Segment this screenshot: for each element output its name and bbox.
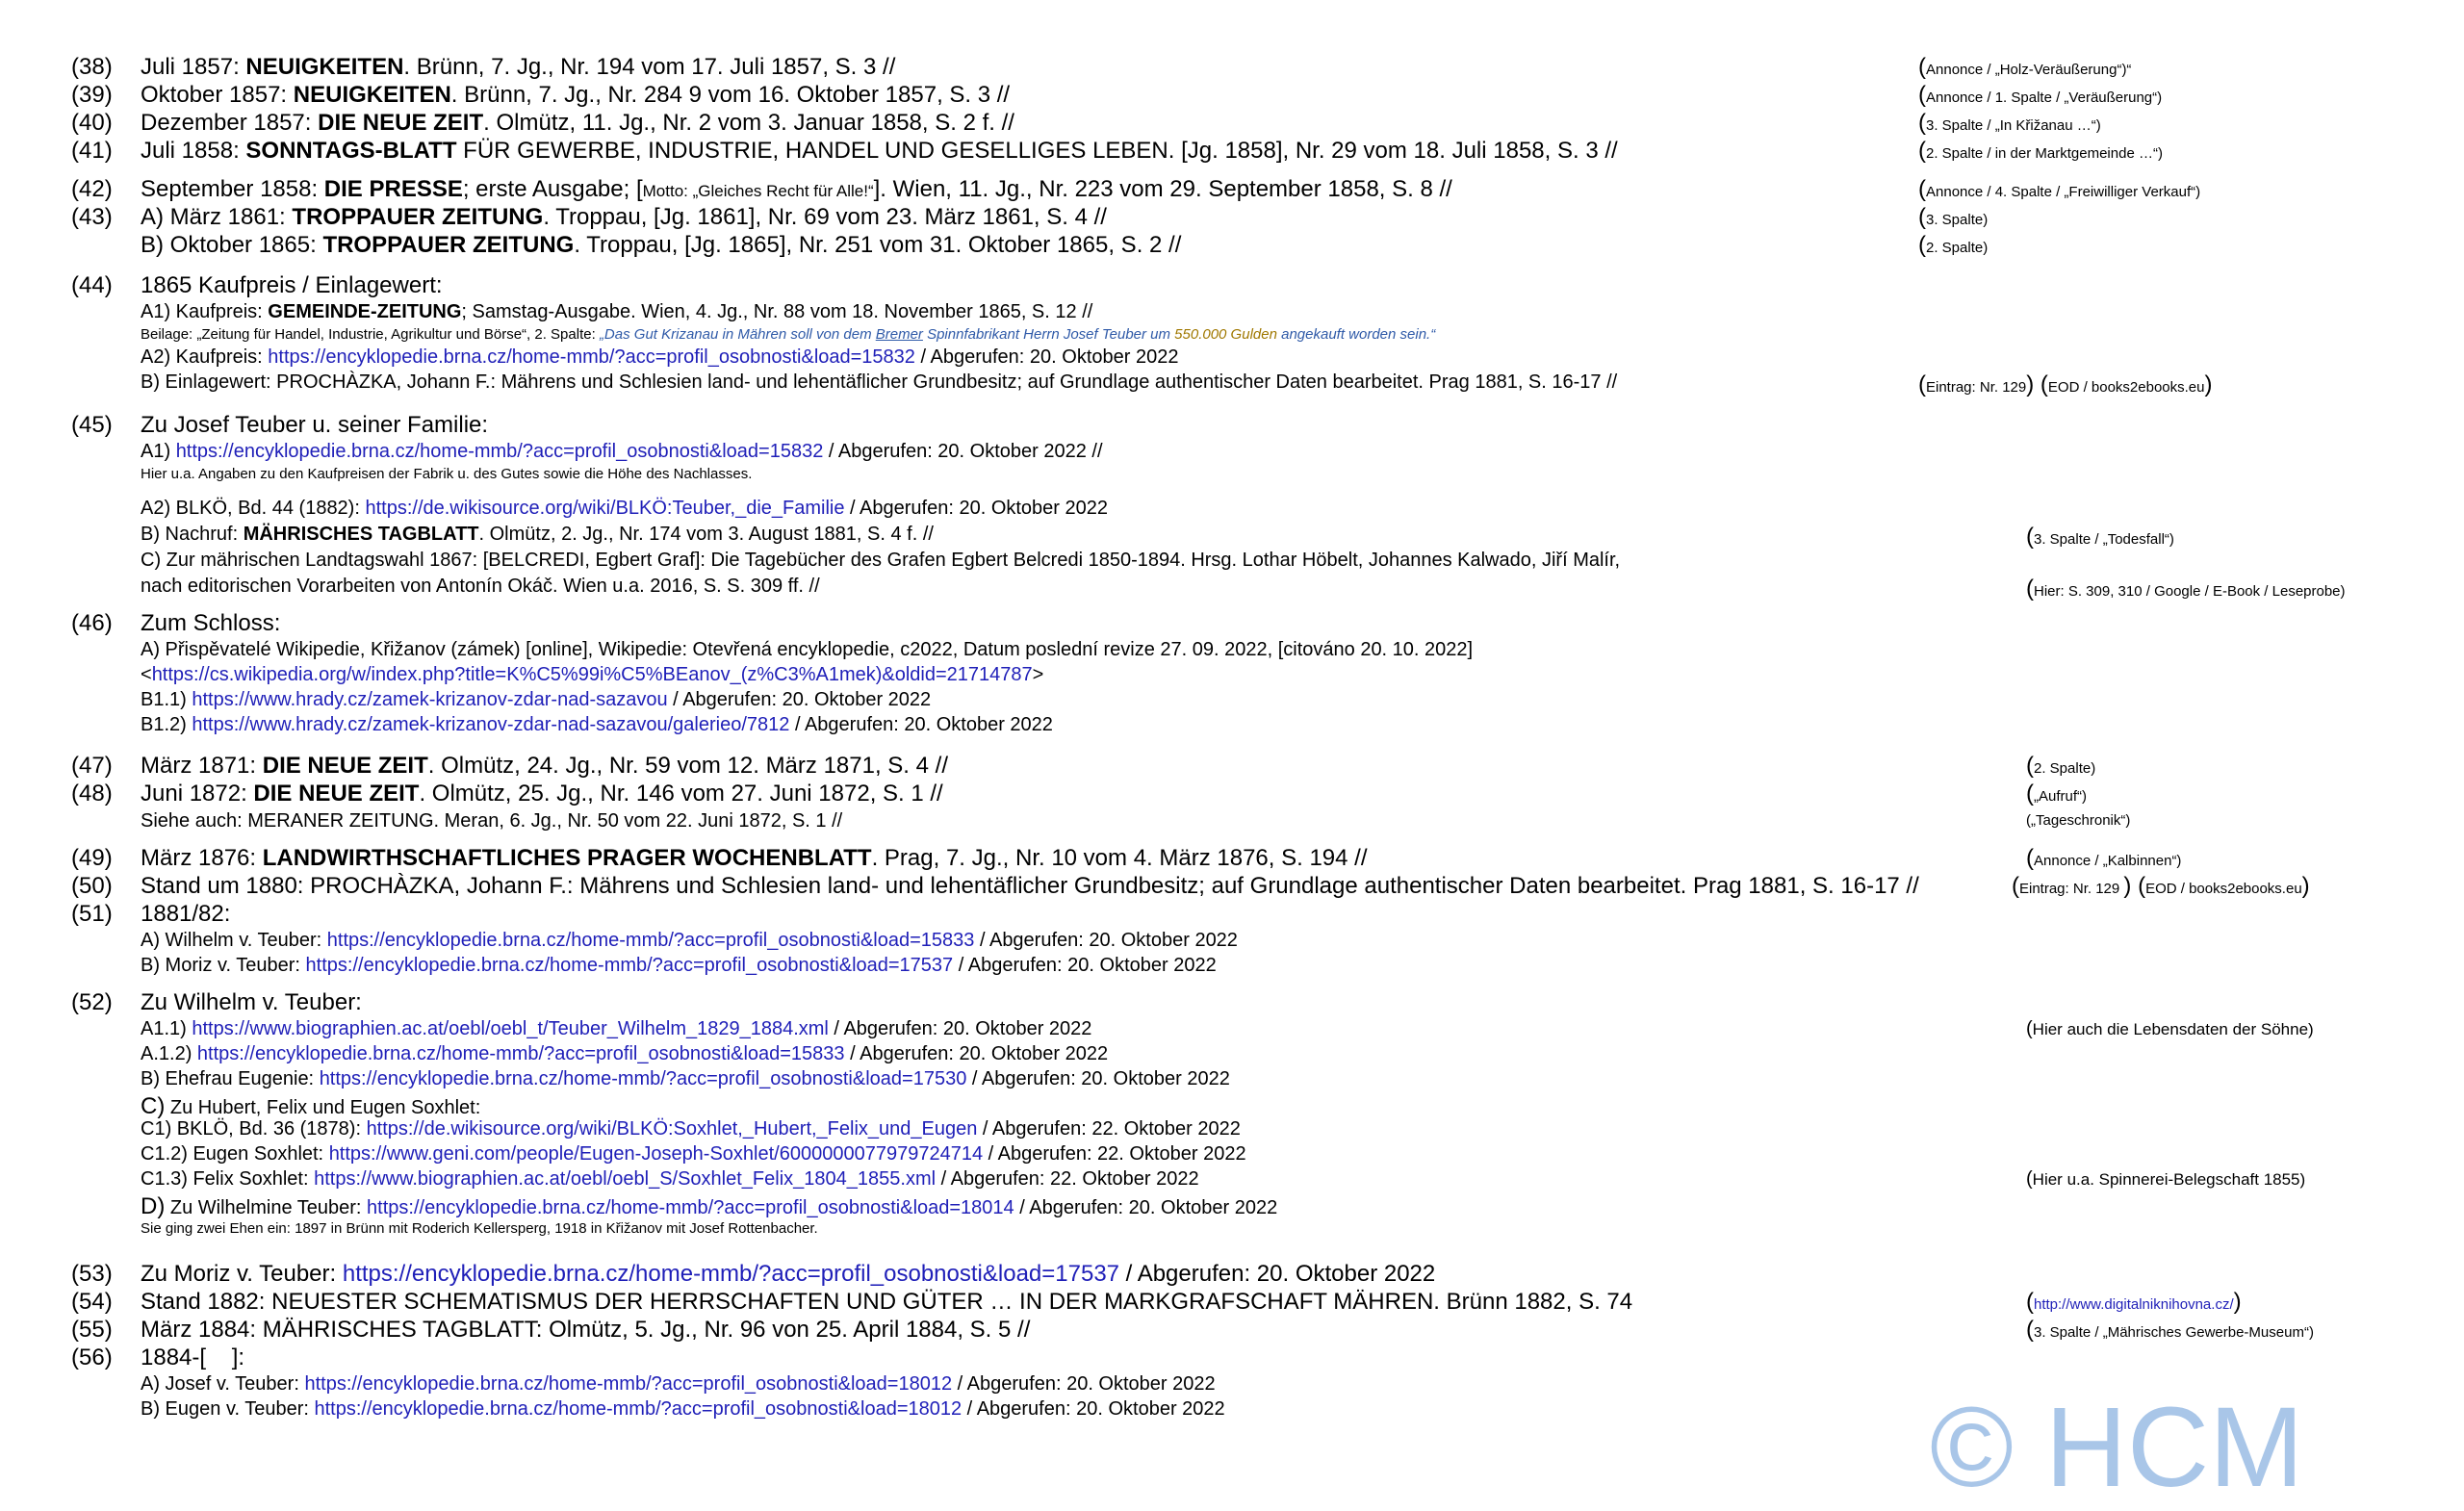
link[interactable]: https://encyklopedie.brna.cz/home-mmb/?acc=profil_osobnosti&load=18014 — [367, 1197, 1014, 1218]
entry-53: Zu Moriz v. Teuber: https://encyklopedie.brna.cz/home-mmb/?acc=profil_osobnosti&load=17537 / Abgerufen: 20. Oktober 2022 — [141, 1261, 1436, 1287]
entry-46-title: Zum Schloss: — [141, 610, 281, 636]
entry-46-a1: A) Přispěvatelé Wikipedie, Křižanov (zámek) [online], Wikipedie: Otevřená encyklopedie, c2022, Datum poslední revize 27. 09. 2022, [citováno 20. 10. 2022] — [141, 639, 1474, 660]
entry-39: Oktober 1857: NEUIGKEITEN. Brünn, 7. Jg., Nr. 284 9 vom 16. Oktober 1857, S. 3 // — [141, 82, 1011, 108]
entry-56-title: 1884-[ ]: — [141, 1345, 245, 1370]
entry-50: Stand um 1880: PROCHÀZKA, Johann F.: Mährens und Schlesien land- und lehentäflicher Grundbesitz; auf Grundlage authentischer Daten bearbeitet. Prag 1881, S. 16-17 // — [141, 873, 1919, 899]
note-49: (Annonce / „Kalbinnen“) — [2026, 845, 2182, 871]
entry-52-l6: C1.2) Eugen Soxhlet: https://www.geni.com/people/Eugen-Joseph-Soxhlet/6000000077979724714 / Abgerufen: 22. Oktober 2022 — [141, 1143, 1246, 1165]
entry-52-title: Zu Wilhelm v. Teuber: — [141, 989, 362, 1015]
entry-52-l7: C1.3) Felix Soxhlet: https://www.biographien.ac.at/oebl/oebl_S/Soxhlet_Felix_1804_1855.xml / Abgerufen: 22. Oktober 2022 — [141, 1168, 1199, 1190]
link[interactable]: https://www.hrady.cz/zamek-krizanov-zdar-nad-sazavou — [192, 689, 668, 710]
entry-41: Juli 1858: SONNTAGS-BLATT FÜR GEWERBE, INDUSTRIE, HANDEL UND GESELLIGES LEBEN. [Jg. 1858], Nr. 29 vom 18. Juli 1858, S. 3 // — [141, 138, 1618, 164]
entry-48-siehe: Siehe auch: MERANER ZEITUNG. Meran, 6. Jg., Nr. 50 vom 22. Juni 1872, S. 1 // — [141, 810, 843, 832]
entry-46-b2: B1.2) https://www.hrady.cz/zamek-krizanov-zdar-nad-sazavou/galerieo/7812 / Abgerufen: 20. Oktober 2022 — [141, 714, 1053, 735]
link[interactable]: https://encyklopedie.brna.cz/home-mmb/?acc=profil_osobnosti&load=15833 — [326, 930, 975, 951]
entry-number: (42) — [71, 176, 113, 202]
entry-56-b: B) Eugen v. Teuber: https://encyklopedie.brna.cz/home-mmb/?acc=profil_osobnosti&load=18012 / Abgerufen: 20. Oktober 2022 — [141, 1398, 1225, 1420]
entry-45-c1: C) Zur mährischen Landtagswahl 1867: [BELCREDI, Egbert Graf]: Die Tagebücher des Grafen Egbert Belcredi 1850-1894. Hrsg. Lothar Höbelt, Johannes Kalwado, Jiří Malír, — [141, 550, 1621, 571]
entry-45-c2: nach editorischen Vorarbeiten von Antonín Okáč. Wien u.a. 2016, S. S. 309 ff. // — [141, 576, 820, 597]
entry-52-l2: A.1.2) https://encyklopedie.brna.cz/home-mmb/?acc=profil_osobnosti&load=15833 / Abgerufen: 20. Oktober 2022 — [141, 1043, 1109, 1064]
entry-number: (44) — [71, 272, 113, 298]
entry-number: (47) — [71, 753, 113, 779]
note-39: (Annonce / 1. Spalte / „Veräußerung“) — [1918, 82, 2163, 108]
entry-49: März 1876: LANDWIRTHSCHAFTLICHES PRAGER WOCHENBLATT. Prag, 7. Jg., Nr. 10 vom 4. März 1876, S. 194 // — [141, 845, 1368, 871]
link[interactable]: https://encyklopedie.brna.cz/home-mmb/?acc=profil_osobnosti&load=15832 — [268, 346, 915, 368]
link[interactable]: https://de.wikisource.org/wiki/BLKÖ:Teuber,_die_Familie — [365, 498, 845, 519]
entry-number: (46) — [71, 610, 113, 636]
entry-45-hier: Hier u.a. Angaben zu den Kaufpreisen der Fabrik u. des Gutes sowie die Höhe des Nachlasses. — [141, 466, 753, 482]
entry-number: (45) — [71, 412, 113, 438]
note-47: (2. Spalte) — [2026, 753, 2096, 779]
note-48: („Aufruf“) — [2026, 781, 2088, 807]
entry-56-a: A) Josef v. Teuber: https://encyklopedie.brna.cz/home-mmb/?acc=profil_osobnosti&load=18012 / Abgerufen: 20. Oktober 2022 — [141, 1373, 1216, 1395]
note-41: (2. Spalte / in der Marktgemeinde …“) — [1918, 138, 2163, 164]
entry-number: (39) — [71, 82, 113, 108]
link[interactable]: https://encyklopedie.brna.cz/home-mmb/?acc=profil_osobnosti&load=15832 — [175, 441, 824, 462]
entry-43b: B) Oktober 1865: TROPPAUER ZEITUNG. Troppau, [Jg. 1865], Nr. 251 vom 31. Oktober 1865, S. 2 // — [141, 232, 1182, 258]
entry-number: (41) — [71, 138, 113, 164]
link[interactable]: http://www.digitalniknihovna.cz/ — [2034, 1296, 2234, 1313]
note-55: (3. Spalte / „Mährisches Gewerbe-Museum“) — [2026, 1317, 2314, 1343]
note-50: (Eintrag: Nr. 129 ) (EOD / books2ebooks.eu) — [2012, 873, 2310, 899]
link[interactable]: https://www.biographien.ac.at/oebl/oebl_S/Soxhlet_Felix_1804_1855.xml — [314, 1168, 937, 1190]
entry-number: (55) — [71, 1317, 113, 1343]
link[interactable]: https://de.wikisource.org/wiki/BLKÖ:Soxhlet,_Hubert,_Felix_und_Eugen — [366, 1118, 978, 1140]
entry-51-a: A) Wilhelm v. Teuber: https://encyklopedie.brna.cz/home-mmb/?acc=profil_osobnosti&load=15833 / Abgerufen: 20. Oktober 2022 — [141, 930, 1238, 951]
note-48b: („Tageschronik“) — [2026, 812, 2131, 829]
entry-52-l1: A1.1) https://www.biographien.ac.at/oebl/oebl_t/Teuber_Wilhelm_1829_1884.xml / Abgerufen: 20. Oktober 2022 — [141, 1018, 1092, 1039]
link[interactable]: https://encyklopedie.brna.cz/home-mmb/?acc=profil_osobnosti&load=17537 — [342, 1261, 1120, 1287]
note-38: (Annonce / „Holz-Veräußerung“)“ — [1918, 54, 2132, 80]
link[interactable]: https://www.biographien.ac.at/oebl/oebl_t/Teuber_Wilhelm_1829_1884.xml — [192, 1018, 829, 1039]
entry-number: (54) — [71, 1289, 113, 1315]
entry-44-b: B) Einlagewert: PROCHÀZKA, Johann F.: Mährens und Schlesien land- und lehentäflicher Grundbesitz; auf Grundlage authentischer Daten bearbeitet. Prag 1881, S. 16-17 // — [141, 371, 1618, 393]
entry-number: (40) — [71, 110, 113, 136]
entry-55: März 1884: MÄHRISCHES TAGBLATT: Olmütz, 5. Jg., Nr. 96 von 25. April 1884, S. 5 // — [141, 1317, 1031, 1343]
entry-number: (56) — [71, 1345, 113, 1370]
entry-44-title: 1865 Kaufpreis / Einlagewert: — [141, 272, 443, 298]
entry-52-l4: C) Zu Hubert, Felix und Eugen Soxhlet: — [141, 1093, 481, 1119]
entry-43a: A) März 1861: TROPPAUER ZEITUNG. Troppau, [Jg. 1861], Nr. 69 vom 23. März 1861, S. 4 // — [141, 204, 1107, 230]
entry-45-a2: A2) BLKÖ, Bd. 44 (1882): https://de.wikisource.org/wiki/BLKÖ:Teuber,_die_Familie / Abgerufen: 20. Oktober 2022 — [141, 498, 1109, 519]
note-45b: (3. Spalte / „Todesfall“) — [2026, 524, 2174, 550]
note-43b: (2. Spalte) — [1918, 232, 1989, 258]
entry-52-l8: D) Zu Wilhelmine Teuber: https://encyklopedie.brna.cz/home-mmb/?acc=profil_osobnosti&load=18014 / Abgerufen: 20. Oktober 2022 — [141, 1193, 1278, 1219]
note-52b: (Hier u.a. Spinnerei-Belegschaft 1855) — [2026, 1168, 2306, 1190]
note-52a: (Hier auch die Lebensdaten der Söhne) — [2026, 1018, 2314, 1039]
entry-46-a2: <https://cs.wikipedia.org/w/index.php?title=K%C5%99i%C5%BEanov_(z%C3%A1mek)&oldid=21714787> — [141, 664, 1044, 685]
entry-51-title: 1881/82: — [141, 901, 231, 927]
entry-number: (43) — [71, 204, 113, 230]
entry-40: Dezember 1857: DIE NEUE ZEIT. Olmütz, 11. Jg., Nr. 2 vom 3. Januar 1858, S. 2 f. // — [141, 110, 1014, 136]
entry-48: Juni 1872: DIE NEUE ZEIT. Olmütz, 25. Jg., Nr. 146 vom 27. Juni 1872, S. 1 // — [141, 781, 943, 807]
link[interactable]: https://encyklopedie.brna.cz/home-mmb/?acc=profil_osobnosti&load=17530 — [319, 1068, 967, 1089]
link[interactable]: https://encyklopedie.brna.cz/home-mmb/?acc=profil_osobnosti&load=18012 — [314, 1398, 962, 1420]
link[interactable]: https://www.geni.com/people/Eugen-Joseph-Soxhlet/6000000077979724714 — [328, 1143, 984, 1165]
entry-45-a1: A1) https://encyklopedie.brna.cz/home-mmb/?acc=profil_osobnosti&load=15832 / Abgerufen: 20. Oktober 2022 // — [141, 441, 1103, 462]
entry-number: (52) — [71, 989, 113, 1015]
link[interactable]: https://cs.wikipedia.org/w/index.php?title=K%C5%99i%C5%BEanov_(z%C3%A1mek)&oldid=21714787 — [151, 664, 1033, 685]
note-42: (Annonce / 4. Spalte / „Freiwilliger Verkauf“) — [1918, 176, 2201, 202]
entry-45-b: B) Nachruf: MÄHRISCHES TAGBLATT. Olmütz, 2. Jg., Nr. 174 vom 3. August 1881, S. 4 f. // — [141, 524, 934, 545]
entry-number: (49) — [71, 845, 113, 871]
entry-51-b: B) Moriz v. Teuber: https://encyklopedie.brna.cz/home-mmb/?acc=profil_osobnosti&load=17537 / Abgerufen: 20. Oktober 2022 — [141, 955, 1217, 976]
entry-number: (48) — [71, 781, 113, 807]
entry-45-title: Zu Josef Teuber u. seiner Familie: — [141, 412, 489, 438]
entry-number: (38) — [71, 54, 113, 80]
note-45c: (Hier: S. 309, 310 / Google / E-Book / Leseprobe) — [2026, 576, 2346, 602]
link[interactable]: https://www.hrady.cz/zamek-krizanov-zdar-nad-sazavou/galerieo/7812 — [192, 714, 790, 735]
note-54: (http://www.digitalniknihovna.cz/) — [2026, 1289, 2242, 1315]
entry-number: (51) — [71, 901, 113, 927]
note-44: (Eintrag: Nr. 129) (EOD / books2ebooks.eu) — [1918, 371, 2213, 397]
entry-38: Juli 1857: NEUIGKEITEN. Brünn, 7. Jg., Nr. 194 vom 17. Juli 1857, S. 3 // — [141, 54, 896, 80]
entry-44-a2: A2) Kaufpreis: https://encyklopedie.brna.cz/home-mmb/?acc=profil_osobnosti&load=15832 / Abgerufen: 20. Oktober 2022 — [141, 346, 1179, 368]
link[interactable]: https://encyklopedie.brna.cz/home-mmb/?acc=profil_osobnosti&load=18012 — [304, 1373, 953, 1395]
entry-47: März 1871: DIE NEUE ZEIT. Olmütz, 24. Jg., Nr. 59 vom 12. März 1871, S. 4 // — [141, 753, 948, 779]
entry-54: Stand 1882: NEUESTER SCHEMATISMUS DER HERRSCHAFTEN UND GÜTER … IN DER MARKGRAFSCHAFT MÄHREN. Brünn 1882, S. 74 — [141, 1289, 1633, 1315]
entry-number: (53) — [71, 1261, 113, 1287]
entry-46-b1: B1.1) https://www.hrady.cz/zamek-krizanov-zdar-nad-sazavou / Abgerufen: 20. Oktober 2022 — [141, 689, 932, 710]
entry-52-l9: Sie ging zwei Ehen ein: 1897 in Brünn mit Roderich Kellersperg, 1918 in Křižanov mit Josef Rottenbacher. — [141, 1220, 818, 1237]
entry-number: (50) — [71, 873, 113, 899]
copyright-watermark: © HCM — [1930, 1384, 2304, 1511]
note-40: (3. Spalte / „In Křižanau …“) — [1918, 110, 2101, 136]
link[interactable]: https://encyklopedie.brna.cz/home-mmb/?acc=profil_osobnosti&load=15833 — [196, 1043, 845, 1064]
note-43a: (3. Spalte) — [1918, 204, 1989, 230]
entry-44-a1: A1) Kaufpreis: GEMEINDE-ZEITUNG; Samstag-Ausgabe. Wien, 4. Jg., Nr. 88 vom 18. November 1865, S. 12 // — [141, 301, 1093, 322]
entry-52-l5: C1) BKLÖ, Bd. 36 (1878): https://de.wikisource.org/wiki/BLKÖ:Soxhlet,_Hubert,_Felix_und_Eugen / Abgerufen: 22. Oktober 2022 — [141, 1118, 1241, 1140]
entry-42: September 1858: DIE PRESSE; erste Ausgabe; [Motto: „Gleiches Recht für Alle!“]. Wien, 11. Jg., Nr. 223 vom 29. September 1858, S. 8 // — [141, 176, 1452, 202]
link[interactable]: https://encyklopedie.brna.cz/home-mmb/?acc=profil_osobnosti&load=17537 — [305, 955, 954, 976]
entry-44-beilage: Beilage: „Zeitung für Handel, Industrie, Agrikultur und Börse“, 2. Spalte: „Das Gut Krizanau in Mähren soll von dem Bremer Spinnfabrikant Herrn Josef Teuber um 550.000 Gulden angekauft worden sein.“ — [141, 326, 1436, 343]
entry-52-l3: B) Ehefrau Eugenie: https://encyklopedie.brna.cz/home-mmb/?acc=profil_osobnosti&load=17530 / Abgerufen: 20. Oktober 2022 — [141, 1068, 1230, 1089]
